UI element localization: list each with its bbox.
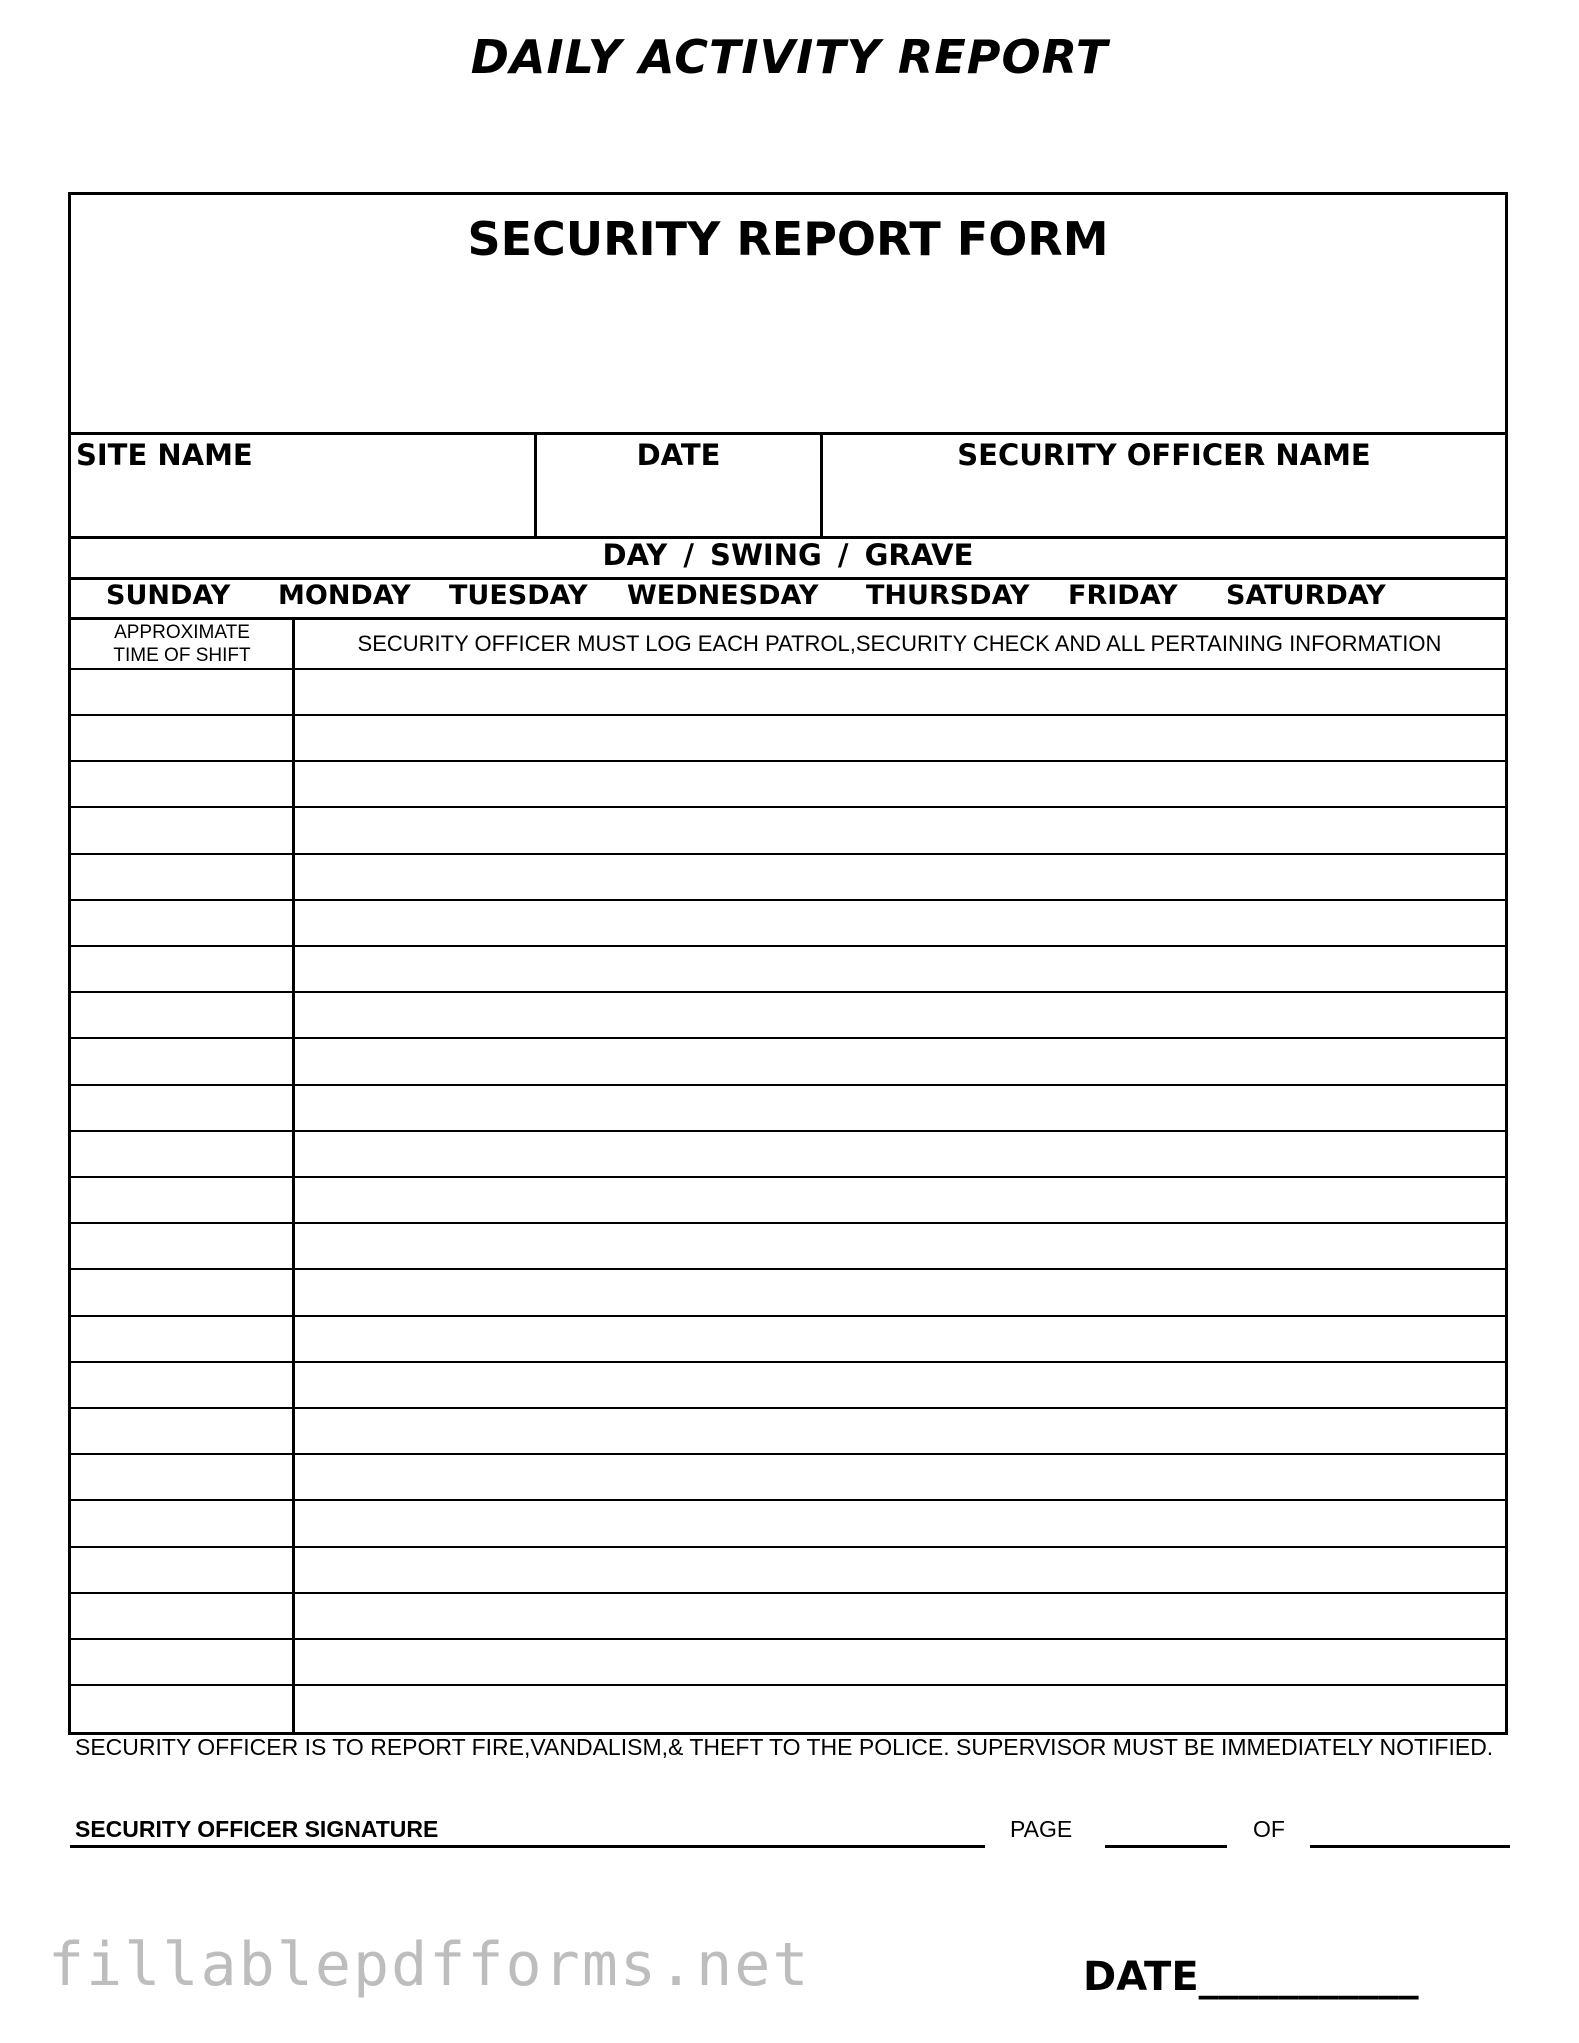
table-row [71,901,1505,947]
footer-date-field[interactable]: DATE___________ [1083,1954,1419,2000]
time-cell[interactable] [71,1178,294,1224]
table-row [71,1640,1505,1686]
table-row [71,809,1505,855]
day-saturday[interactable]: SATURDAY [1226,580,1386,611]
entry-cell[interactable] [297,1040,1505,1086]
officer-name-field[interactable]: SECURITY OFFICER NAME [957,438,1371,472]
table-row [71,1686,1505,1732]
time-cell[interactable] [71,947,294,993]
day-monday[interactable]: MONDAY [278,580,411,611]
time-cell[interactable] [71,1455,294,1501]
form-title: SECURITY REPORT FORM [467,212,1109,266]
table-row [71,670,1505,716]
time-cell[interactable] [71,1040,294,1086]
table-row [71,1502,1505,1548]
table-row [71,1594,1505,1640]
table-row [71,1132,1505,1178]
entry-cell[interactable] [297,1686,1505,1732]
entry-cell[interactable] [297,1594,1505,1640]
entry-cell[interactable] [297,1363,1505,1409]
day-thursday[interactable]: THURSDAY [866,580,1030,611]
time-cell[interactable] [71,809,294,855]
table-row [71,1455,1505,1501]
entry-cell[interactable] [297,1548,1505,1594]
entry-cell[interactable] [297,1224,1505,1270]
entry-cell[interactable] [297,901,1505,947]
time-cell[interactable] [71,1132,294,1178]
time-cell[interactable] [71,1548,294,1594]
time-cell[interactable] [71,1224,294,1270]
divider-line [71,432,1505,435]
time-cell[interactable] [71,670,294,716]
time-cell[interactable] [71,1409,294,1455]
entry-cell[interactable] [297,855,1505,901]
time-cell[interactable] [71,762,294,808]
time-column-header [71,621,293,667]
document-title: DAILY ACTIVITY REPORT [470,30,1109,84]
entry-cell[interactable] [297,1178,1505,1224]
table-row [71,1224,1505,1270]
time-header-line: APPROXIMATE [114,622,250,643]
time-cell[interactable] [71,1271,294,1317]
of-label: OF [1253,1816,1285,1842]
page-total-field[interactable] [1310,1845,1510,1848]
entry-cell[interactable] [297,1086,1505,1132]
signature-line[interactable] [70,1845,985,1848]
date-field[interactable]: DATE [636,438,721,472]
time-cell[interactable] [71,1502,294,1548]
entry-column-header: SECURITY OFFICER MUST LOG EACH PATROL,SECURITY CHECK AND ALL PERTAINING INFORMATION [357,631,1442,656]
day-sunday[interactable]: SUNDAY [106,580,231,611]
time-cell[interactable] [71,1686,294,1732]
time-cell[interactable] [71,1363,294,1409]
entry-cell[interactable] [297,947,1505,993]
table-row [71,855,1505,901]
table-row [71,1178,1505,1224]
time-cell[interactable] [71,1640,294,1686]
time-cell[interactable] [71,855,294,901]
day-friday[interactable]: FRIDAY [1068,580,1178,611]
entry-cell[interactable] [297,1640,1505,1686]
time-cell[interactable] [71,1086,294,1132]
divider-line [71,617,1505,620]
time-cell[interactable] [71,1594,294,1640]
table-row [71,1086,1505,1132]
page-label: PAGE [1010,1816,1073,1842]
table-row [71,1548,1505,1594]
table-row [71,993,1505,1039]
table-row [71,1040,1505,1086]
entry-cell[interactable] [297,670,1505,716]
entry-cell[interactable] [297,1502,1505,1548]
entry-cell[interactable] [297,1132,1505,1178]
entry-cell[interactable] [297,1271,1505,1317]
table-row [71,1363,1505,1409]
day-wednesday[interactable]: WEDNESDAY [627,580,819,611]
entry-cell[interactable] [297,762,1505,808]
time-cell[interactable] [71,1317,294,1363]
time-header-line: TIME OF SHIFT [113,645,251,666]
site-name-field[interactable]: SITE NAME [76,438,253,472]
watermark: fillablepdfforms.net [48,1930,811,2000]
notice-text: SECURITY OFFICER IS TO REPORT FIRE,VANDALISM,& THEFT TO THE POLICE. SUPERVISOR MUST BE IMMEDIATELY NOTIFIED. [75,1734,1494,1760]
day-tuesday[interactable]: TUESDAY [449,580,588,611]
table-row [71,1409,1505,1455]
signature-label: SECURITY OFFICER SIGNATURE [75,1816,439,1842]
time-cell[interactable] [71,993,294,1039]
time-cell[interactable] [71,901,294,947]
table-row [71,762,1505,808]
entry-cell[interactable] [297,1409,1505,1455]
table-row [71,1271,1505,1317]
time-cell[interactable] [71,716,294,762]
entry-cell[interactable] [297,809,1505,855]
entry-cell[interactable] [297,993,1505,1039]
entry-cell[interactable] [297,1455,1505,1501]
table-row [71,1317,1505,1363]
entry-cell[interactable] [297,1317,1505,1363]
table-row [71,716,1505,762]
table-row [71,947,1505,993]
entry-cell[interactable] [297,716,1505,762]
shift-selector[interactable]: DAY / SWING / GRAVE [602,538,974,572]
page-number-field[interactable] [1105,1845,1227,1848]
